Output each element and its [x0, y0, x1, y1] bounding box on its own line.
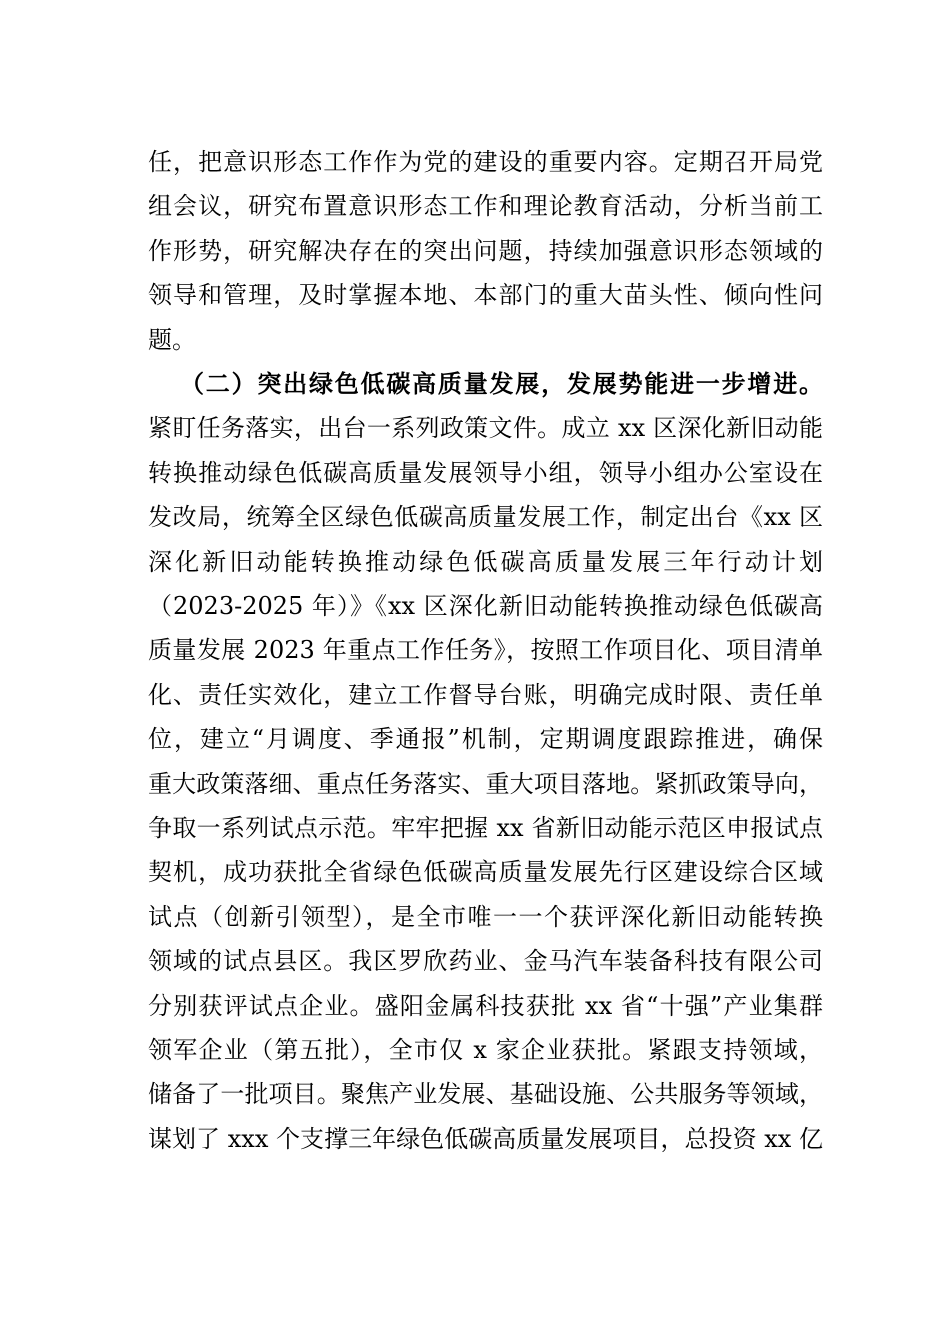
paragraph-line: 位，建立“月调度、季通报”机制，定期调度跟踪推进，确保: [148, 725, 823, 754]
paragraph-line: 任，把意识形态工作作为党的建设的重要内容。定期召开局党: [148, 148, 823, 176]
paragraph-line: 质量发展 2023 年重点工作任务》，按照工作项目化、项目清单: [148, 636, 823, 665]
paragraph-line: 化、责任实效化，建立工作督导台账，明确完成时限、责任单: [148, 680, 823, 709]
paragraph-line: 领域的试点县区。我区罗欣药业、金马汽车装备科技有限公司: [148, 947, 823, 976]
paragraph-line: 转换推动绿色低碳高质量发展领导小组，领导小组办公室设在: [148, 458, 823, 487]
paragraph-line: 契机，成功获批全省绿色低碳高质量发展先行区建设综合区域: [148, 858, 823, 887]
paragraph-line: 领导和管理，及时掌握本地、本部门的重大苗头性、倾向性问: [148, 281, 823, 310]
paragraph-line: 争取一系列试点示范。牢牢把握 xx 省新旧动能示范区申报试点: [148, 814, 823, 842]
paragraph-line: 谋划了 xxx 个支撑三年绿色低碳高质量发展项目，总投资 xx 亿: [148, 1124, 823, 1153]
paragraph-line: 发改局，统筹全区绿色低碳高质量发展工作，制定出台《xx 区: [148, 503, 823, 532]
paragraph-line: 储备了一批项目。聚焦产业发展、基础设施、公共服务等领域，: [148, 1080, 823, 1109]
paragraph-line: 试点（创新引领型），是全市唯一一个获评深化新旧动能转换: [148, 902, 823, 931]
section-heading: （二）突出绿色低碳高质量发展，发展势能进一步增进。: [180, 369, 823, 398]
paragraph-line: 题。: [148, 325, 196, 354]
paragraph-line: 作形势，研究解决存在的突出问题，持续加强意识形态领域的: [148, 236, 823, 265]
paragraph-line: 重大政策落细、重点任务落实、重大项目落地。紧抓政策导向，: [148, 769, 823, 798]
paragraph-line: 领军企业（第五批），全市仅 x 家企业获批。紧跟支持领域，: [148, 1036, 823, 1064]
paragraph-line: （2023-2025 年）》《xx 区深化新旧动能转换推动绿色低碳高: [148, 592, 823, 620]
paragraph-line: 组会议，研究布置意识形态工作和理论教育活动，分析当前工: [148, 192, 823, 221]
paragraph-line: 紧盯任务落实，出台一系列政策文件。成立 xx 区深化新旧动能: [148, 414, 823, 443]
paragraph-line: 分别获评试点企业。盛阳金属科技获批 xx 省“十强”产业集群: [148, 991, 823, 1020]
paragraph-line: 深化新旧动能转换推动绿色低碳高质量发展三年行动计划: [148, 547, 823, 576]
